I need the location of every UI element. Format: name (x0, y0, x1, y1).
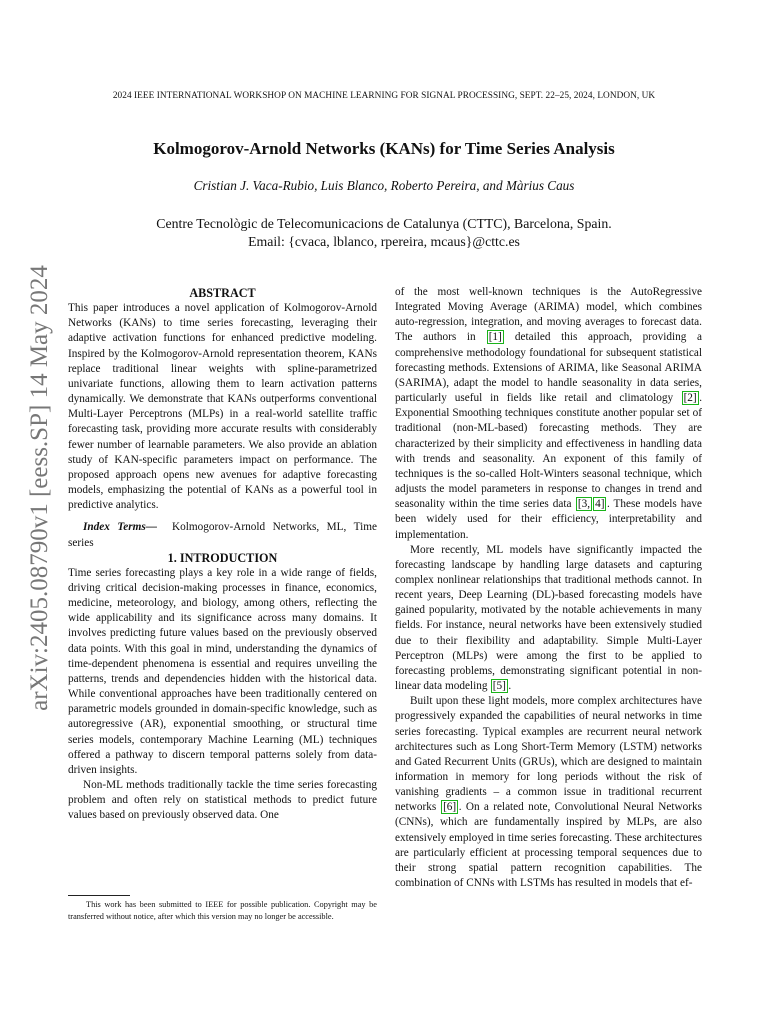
left-column (68, 286, 377, 823)
affiliation: Centre Tecnològic de Telecomunicacions de Catalunya (CTTC), Barcelona, Spain. (156, 216, 612, 231)
arxiv-stamp: arXiv:2405.08790v1 [eess.SP] 14 May 2024 (26, 265, 53, 711)
index-terms-text: Kolmogorov-Arnold Networks, ML, Time series (68, 521, 378, 549)
author-list: Cristian J. Vaca-Rubio, Luis Blanco, Roberto Pereira, and Màrius Caus (193, 178, 575, 193)
text-run: More recently, ML models have significantly impacted the forecasting landscape by handling large datasets and capturing complex nonlinear relationships that traditional methods cannot. In recent years, Deep Learning (DL)-based forecasting models have gained popularity, motivated by the notable achievements in many fields. For instance, neural networks have been extensively studied due to their flexibility and adaptability. Simple Multi-Layer Perceptron (MLPs) were among the first to be applied to forecasting problems, demonstrating significant potential in non-linear data modeling (395, 543, 702, 693)
text-run: . Exponential Smoothing techniques constitute another popular set of traditional (non-ML-based) forecasting methods. They are characterized by their simplicity and effectiveness in handling data with trends and seasonality. An exponent of this family of techniques is the so-called Holt-Winters seasonal technique, which adjusts the model parameters in response to changes in trend and seasonality within the time series data (395, 392, 702, 511)
index-terms (68, 520, 377, 550)
text-run: . These models have been widely used for their efficiency, interpretability and implementation. (395, 498, 702, 541)
right-column (395, 285, 702, 891)
index-terms-label: Index Terms— (83, 521, 157, 534)
text-run: of the most well-known techniques is the AutoRegressive Integrated Moving Average (ARIMA) model, which combines auto-regression, integration, and moving averages to forecast data. The authors in (395, 286, 702, 344)
intro-paragraph-1: Time series forecasting plays a key role in a wide range of fields, driving critical decision-making processes in finance, economics, medicine, meteorology, and biology, among others, reflecting the wide applicability and its significance across many domains. It involves predicting future values based on the previously observed data points. With this goal in mind, understanding the dynamics of time-dependent phenomena is essential and requires unveiling the patterns, trends and dependencies hidden with the historical data. While conventional approaches have been traditionally centered on parametric models grounded in domain-specific knowledge, such as autoregressive (AR), exponential smoothing, or structural time series models, contemporary Machine Learning (ML) techniques offered a pathway to discern temporal patterns solely from data-driven insights. (68, 566, 377, 776)
right-paragraph-2 (395, 543, 702, 695)
citation-link[interactable]: [6] (443, 801, 457, 814)
intro-heading: 1. INTRODUCTION (167, 550, 278, 565)
footnote: This work has been submitted to IEEE for possible publication. Copyright may be transferred without notice, after which this version may no longer be accessible. (68, 900, 377, 921)
right-paragraph-1 (395, 285, 702, 543)
footnote-rule (68, 895, 130, 896)
intro-paragraph-2: Non-ML methods traditionally tackle the time series forecasting problem and often rely on statistical methods to predict future values based on previously observed data. One (68, 779, 377, 822)
abstract-heading: ABSTRACT (189, 286, 256, 300)
text-run: . On a related note, Convolutional Neural Networks (CNNs), which are fundamentally inspired by MLPs, are also extensively employed in time series forecasting. These architectures are particularly efficient at processing temporal sequences due to their strong spatial pattern recognition capabilities. The combination of CNNs with LSTMs has resulted in models that ef- (395, 801, 702, 890)
right-paragraph-3 (395, 694, 702, 891)
abstract-text: This paper introduces a novel application of Kolmogorov-Arnold Networks (KANs) to time series forecasting, leveraging their adaptive activation functions for enhanced predictive modeling. Inspired by the Kolmogorov-Arnold representation theorem, KANs replace traditional linear weights with spline-parametrized univariate functions, allowing them to learn activation patterns dynamically. We demonstrate that KANs outperforms conventional Multi-Layer Perceptrons (MLPs) in a real-world satellite traffic forecasting task, providing more accurate results with considerably fewer number of learnable parameters. We also provide an ablation study of KAN-specific parameters impact on performance. The proposed approach opens new avenues for adaptive forecasting models, emphasizing the potential of KANs as a powerful tool in predictive analytics. (68, 302, 377, 512)
paper-title: Kolmogorov-Arnold Networks (KANs) for Time Series Analysis (153, 139, 615, 158)
email-line: Email: {cvaca, lblanco, rpereira, mcaus}@cttc.es (248, 234, 520, 249)
citation-link[interactable]: [2] (683, 392, 697, 405)
text-run: detailed this approach, providing a comprehensive methodology foundational for subsequent statistical forecasting methods. Extensions of ARIMA, like Seasonal ARIMA (SARIMA), adapt the model to handle seasonality in data series, particularly useful in fields like retail and climatology (395, 331, 702, 405)
affiliation-block (0, 215, 768, 251)
citation-link[interactable]: [3, (577, 498, 591, 511)
citation-link[interactable]: 4] (595, 498, 605, 511)
text-run: . (508, 680, 512, 693)
citation-link[interactable]: [1] (488, 331, 502, 344)
citation-link[interactable]: [5] (492, 680, 506, 693)
text-run: Built upon these light models, more complex architectures have progressively expanded the capabilities of neural networks in time series forecasting. Typical examples are recurrent neural network architectures such as Long Short-Term Memory (LSTM) networks and Gated Recurrent Units (GRUs), which are designed to maintain information in memory for long periods without the risk of vanishing gradients – a common issue in traditional recurrent networks (395, 695, 702, 814)
conference-header: 2024 IEEE INTERNATIONAL WORKSHOP ON MACHINE LEARNING FOR SIGNAL PROCESSING, SEPT. 22–25, 2024, LONDON, UK (112, 91, 656, 101)
